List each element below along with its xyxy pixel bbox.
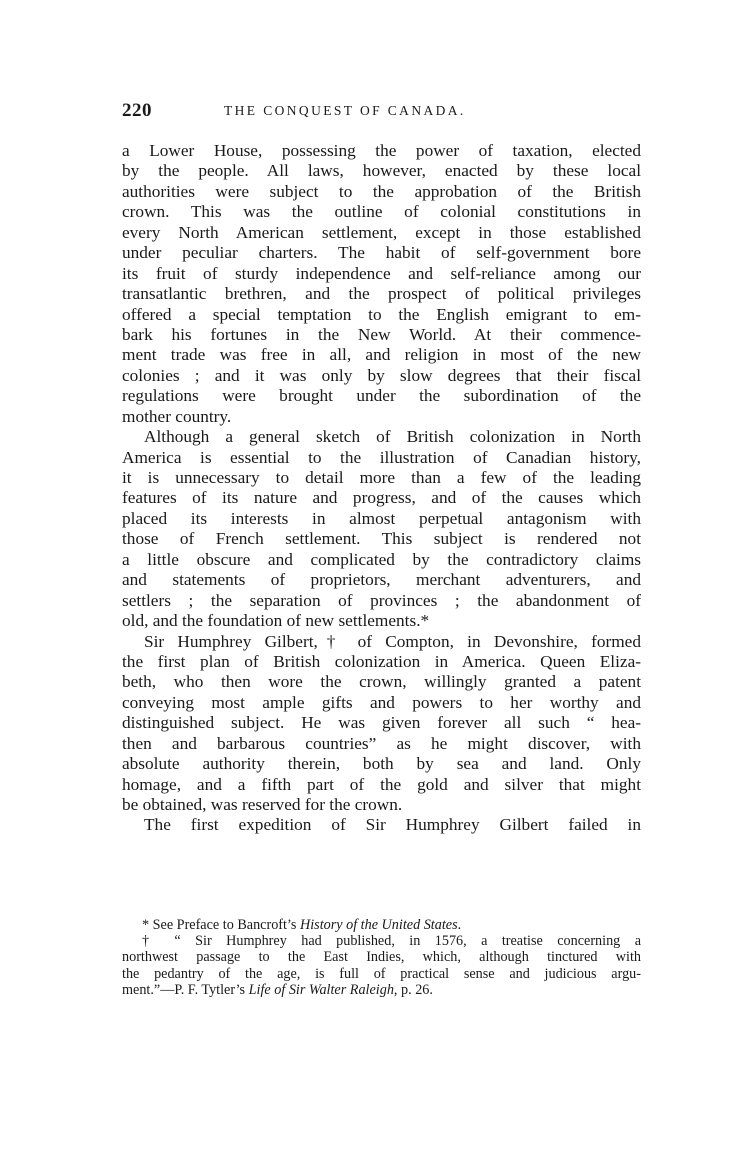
text-line: it is unnecessary to detail more than a few of the leading [122, 468, 641, 487]
text-line: beth, who then wore the crown, willingly granted a patent [122, 672, 641, 692]
text-line: the first plan of British colonization in America. Queen Eliza- [122, 651, 641, 671]
text-line: under peculiar charters. The habit of self-government bore [122, 243, 641, 263]
text-line: offered a special temptation to the English emigrant to em- [122, 304, 641, 324]
text-line: distinguished subject. He was given forever all such “ hea- [122, 713, 641, 733]
footnotes [122, 917, 641, 998]
running-title: THE CONQUEST OF CANADA. [224, 103, 466, 118]
text-line: crown. This was the outline of colonial constitutions in [122, 202, 641, 222]
text-line: its fruit of sturdy independence and self-reliance among our [122, 263, 641, 283]
footnote-line: † “ Sir Humphrey had published, in 1576, a treatise concerning a [142, 933, 641, 950]
text-line: then and barbarous countries” as he might discover, with [122, 733, 641, 753]
text-line: old, and the foundation of new settlements.* [122, 611, 430, 631]
footnote-line: northwest passage to the East Indies, which, although tinctured with [122, 949, 641, 966]
footnote-dagger [122, 933, 641, 982]
text-line: Although a general sketch of British colonization in North [144, 427, 641, 447]
text-line: absolute authority therein, both by sea and land. Only [122, 754, 641, 774]
book-page [122, 100, 641, 836]
book-title: Life of Sir Walter Raleigh [248, 981, 394, 998]
text-line: a little obscure and complicated by the contradictory claims [122, 549, 641, 569]
text-line: mother country. [122, 406, 232, 426]
footnote-line: the pedantry of the age, is full of practical sense and judicious argu- [122, 965, 641, 982]
text-line: colonies ; and it was only by slow degrees that their fiscal [122, 365, 641, 385]
text-line: The first expedition of Sir Humphrey Gilbert failed in [144, 815, 641, 835]
text-line: features of its nature and progress, and of the causes which [122, 488, 641, 508]
footnote-dagger-last-line: ment.”—P. F. Tytler’s Life of Sir Walter Raleigh, p. 26. [122, 981, 433, 998]
text-line: placed its interests in almost perpetual antagonism with [122, 508, 641, 528]
page-header [122, 100, 641, 122]
page-number: 220 [122, 100, 152, 121]
text-line: transatlantic brethren, and the prospect of political privileges [122, 284, 641, 304]
text-line: by the people. All laws, however, enacted by these local [122, 161, 641, 181]
text-line: and statements of proprietors, merchant adventurers, and [122, 570, 641, 590]
footnote-star: * See Preface to Bancroft’s History of the United States. [142, 917, 462, 933]
text-line: be obtained, was reserved for the crown. [122, 795, 403, 814]
text-line: ment trade was free in all, and religion in most of the new [122, 345, 641, 365]
text-line: authorities were subject to the approbation of the British [122, 181, 641, 201]
text-line: regulations were brought under the subordination of the [122, 386, 641, 406]
text-line: every North American settlement, except in those established [122, 222, 641, 242]
text-line: conveying most ample gifts and powers to her worthy and [122, 692, 641, 712]
text-line: those of French settlement. This subject is rendered not [122, 529, 641, 549]
text-line: Sir Humphrey Gilbert,† of Compton, in Devonshire, formed [144, 631, 641, 651]
body-text [122, 141, 641, 836]
text-line: homage, and a fifth part of the gold and silver that might [122, 774, 641, 794]
text-line: America is essential to the illustration of Canadian history, [122, 447, 641, 467]
book-title: History of the United States [299, 917, 458, 933]
text-line: settlers ; the separation of provinces ; the abandonment of [122, 590, 641, 610]
text-line: a Lower House, possessing the power of taxation, elected [122, 141, 641, 160]
text-line: bark his fortunes in the New World. At their commence- [122, 324, 641, 344]
